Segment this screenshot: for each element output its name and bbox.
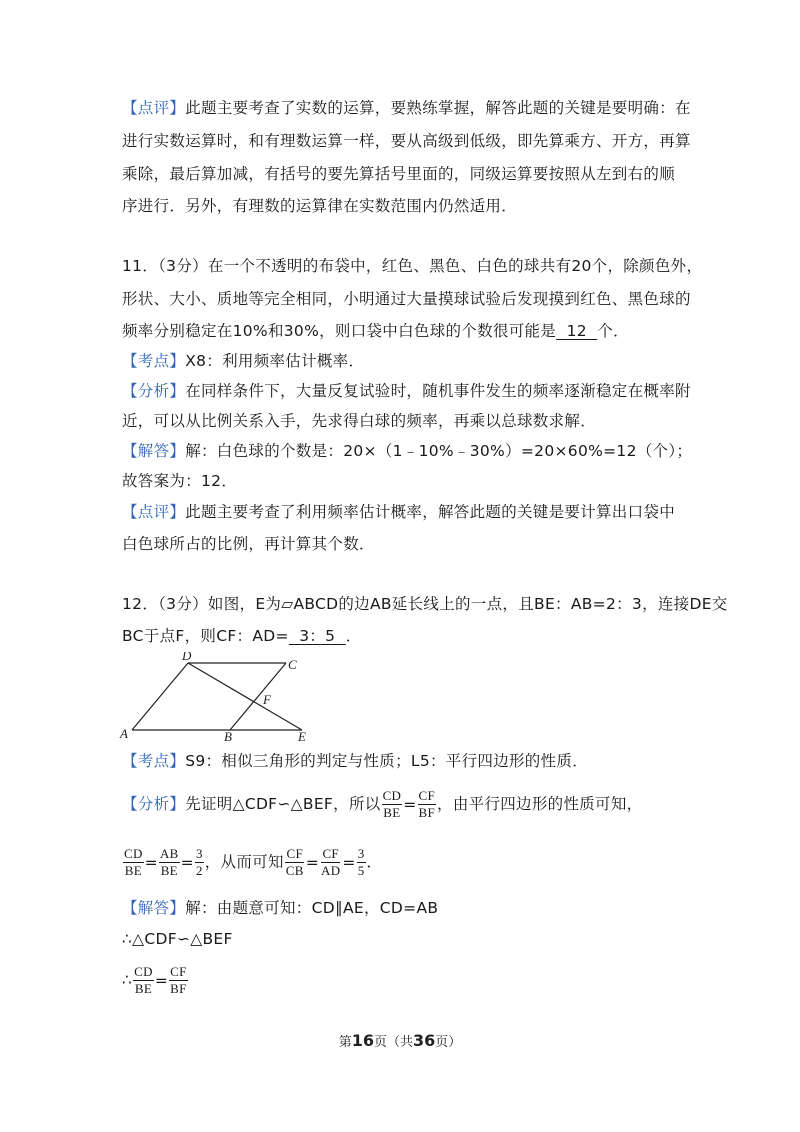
q12-answer-blank: 3：5 <box>288 627 346 645</box>
q11-kaodian <box>122 351 364 371</box>
label-e: E <box>298 729 306 742</box>
label-c: C <box>288 657 297 672</box>
denominator: AD <box>321 863 341 878</box>
fraction-cf-bf <box>169 965 188 996</box>
q11-dianping-line-2: 白色球所占的比例，再计算其个数． <box>122 535 375 553</box>
q12-stem-line-2 <box>122 626 362 646</box>
fraction-3-5 <box>357 847 366 878</box>
label-f: F <box>263 692 271 707</box>
q12-fenxi-line-1 <box>122 787 642 822</box>
jieda-text-1: 解：白色球的个数是：20×（1﹣10%﹣30%）=20×60%=12（个）； <box>185 442 693 460</box>
chain-end: ． <box>366 853 383 871</box>
denominator: BF <box>170 981 187 996</box>
fenxi-tag: 【分析】 <box>122 382 186 400</box>
kaodian-text: X8：利用频率估计概率． <box>185 352 365 370</box>
q11-answer-blank: 12 <box>556 322 598 340</box>
numerator: 3 <box>357 846 365 861</box>
segment-cb <box>230 663 286 730</box>
segment-ad <box>132 663 188 730</box>
label-b: B <box>224 729 232 742</box>
numerator: CD <box>124 846 143 861</box>
footer-pre: 第 <box>338 1035 352 1050</box>
fraction-cd-be <box>123 847 144 878</box>
fraction-cf-cb <box>285 847 305 878</box>
fraction-3-2 <box>195 847 204 878</box>
q12-therefore-1: ∴△CDF∽△BEF <box>122 930 233 948</box>
denominator: BE <box>124 863 142 878</box>
chain-text: ，从而可知 <box>204 853 284 871</box>
fraction-cf-ad <box>320 847 341 878</box>
numerator: CF <box>170 964 187 979</box>
q11-stem-line-1: 11．（3分）在一个不透明的布袋中，红色、黑色、白色的球共有20个，除颜色外， <box>122 257 703 275</box>
q11-jieda-line-1 <box>122 441 692 461</box>
equals-sign: = <box>144 853 158 872</box>
numerator: AB <box>159 846 179 861</box>
q11-stem-text: 频率分别稳定在10%和30%，则口袋中白色球的个数很可能是 <box>122 322 557 340</box>
therefore-symbol: ∴ <box>122 971 133 989</box>
dianping-text-1: 此题主要考查了利用频率估计概率，解答此题的关键是要计算出口袋中 <box>185 503 676 521</box>
footer-page-number: 16 <box>351 1031 374 1050</box>
q12-stem-end: ． <box>345 627 362 645</box>
q12-stem-line-1: 12．（3分）如图，E为▱ABCD的边AB延长线上的一点，且BE：AB=2：3，连接DE交 <box>122 595 728 613</box>
q11-fenxi-line-1 <box>122 381 691 401</box>
fenxi-text-2: ，由平行四边形的性质可知， <box>437 795 643 813</box>
q11-stem-line-3 <box>122 321 629 341</box>
q12-stem-text: BC于点F，则CF：AD= <box>122 627 289 645</box>
equals-sign: = <box>305 853 320 872</box>
numerator: CD <box>382 788 402 803</box>
segment-de <box>188 663 302 730</box>
denominator: CB <box>285 863 304 878</box>
fenxi-text-1: 先证明△CDF∽△BEF，所以 <box>185 795 381 813</box>
q12-therefore-2 <box>122 963 189 998</box>
denominator: BE <box>160 863 178 878</box>
q11-stem-end: 个． <box>597 322 629 340</box>
fraction-cd-be <box>382 789 403 820</box>
numerator: CF <box>322 846 339 861</box>
review-tag: 【点评】 <box>122 99 186 117</box>
fraction-ab-be <box>159 847 180 878</box>
footer-post: 页） <box>435 1035 462 1050</box>
review-line-1 <box>122 98 691 118</box>
q11-dianping-line-1 <box>122 502 675 522</box>
page-footer <box>0 1031 800 1050</box>
equals-sign: = <box>154 971 169 990</box>
equals-sign: = <box>342 853 356 872</box>
q11-jieda-line-2: 故答案为：12． <box>122 472 238 490</box>
fraction-cd-be <box>133 965 154 996</box>
denominator: BE <box>383 805 401 820</box>
jieda-tag: 【解答】 <box>122 899 186 917</box>
label-d: D <box>182 652 192 663</box>
numerator: 3 <box>195 846 203 861</box>
jieda-tag: 【解答】 <box>122 442 186 460</box>
label-a: A <box>120 726 128 741</box>
equals-sign: = <box>180 853 194 872</box>
dianping-tag: 【点评】 <box>122 503 186 521</box>
review-text-1: 此题主要考查了实数的运算，要熟练掌握，解答此题的关键是要明确：在 <box>185 99 691 117</box>
jieda-text: 解：由题意可知：CD∥AE，CD=AB <box>185 899 439 917</box>
footer-mid: 页（共 <box>373 1035 413 1050</box>
denominator: BF <box>418 805 436 820</box>
q11-stem-line-2: 形状、大小、质地等完全相同，小明通过大量摸球试验后发现摸到红色、黑色球的 <box>122 290 691 308</box>
fenxi-text-1: 在同样条件下，大量反复试验时，随机事件发生的频率逐渐稳定在概率附 <box>185 382 691 400</box>
kaodian-text: S9：相似三角形的判定与性质；L5：平行四边形的性质． <box>185 752 589 770</box>
q12-jieda <box>122 898 438 918</box>
q12-kaodian <box>122 751 588 771</box>
denominator: 5 <box>357 863 365 878</box>
parallelogram-figure <box>118 652 338 742</box>
fraction-cf-bf <box>418 789 437 820</box>
equals-sign: = <box>403 795 417 814</box>
review-line-3: 乘除，最后算加减，有括号的要先算括号里面的，同级运算要按照从左到右的顺 <box>122 165 676 183</box>
kaodian-tag: 【考点】 <box>122 352 186 370</box>
kaodian-tag: 【考点】 <box>122 752 186 770</box>
review-line-4: 序进行．另外，有理数的运算律在实数范围内仍然适用． <box>122 197 518 215</box>
q11-fenxi-line-2: 近，可以从比例关系入手，先求得白球的频率，再乘以总球数求解． <box>122 412 597 430</box>
fenxi-tag: 【分析】 <box>122 795 186 813</box>
footer-total-pages: 36 <box>413 1031 436 1050</box>
q12-fenxi-line-2 <box>122 845 382 880</box>
numerator: CF <box>418 788 436 803</box>
numerator: CF <box>286 846 303 861</box>
review-line-2: 进行实数运算时，和有理数运算一样，要从高级到低级，即先算乘方、开方，再算 <box>122 132 691 150</box>
denominator: BE <box>134 981 153 996</box>
numerator: CD <box>134 964 153 979</box>
denominator: 2 <box>195 863 203 878</box>
